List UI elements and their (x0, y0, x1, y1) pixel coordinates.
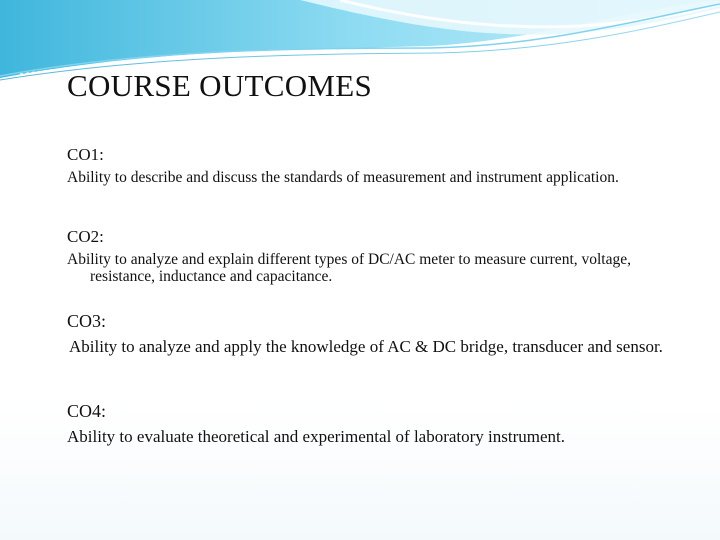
outcome-description: Ability to evaluate theoretical and experimental of laboratory instrument. (67, 427, 566, 446)
outcome-label: CO2: (67, 227, 104, 246)
outcome-label: CO3: (67, 311, 107, 331)
outcome-description: Ability to describe and discuss the standards of measurement and instrument application. (67, 169, 619, 186)
outcome-co1 (67, 145, 687, 186)
outcome-label: CO1: (67, 145, 104, 164)
outcome-description: Ability to analyze and explain different types of DC/AC meter to measure current, voltage, resistance, inductance and capacitance. (67, 251, 631, 285)
outcome-description: Ability to analyze and apply the knowledge of AC & DC bridge, transducer and sensor. (69, 337, 663, 356)
outcome-co4 (67, 401, 687, 448)
outcome-co2 (67, 227, 687, 285)
page-title: COURSE OUTCOMES (67, 68, 373, 103)
outcome-co3 (67, 311, 687, 358)
outcome-label: CO4: (67, 401, 107, 421)
